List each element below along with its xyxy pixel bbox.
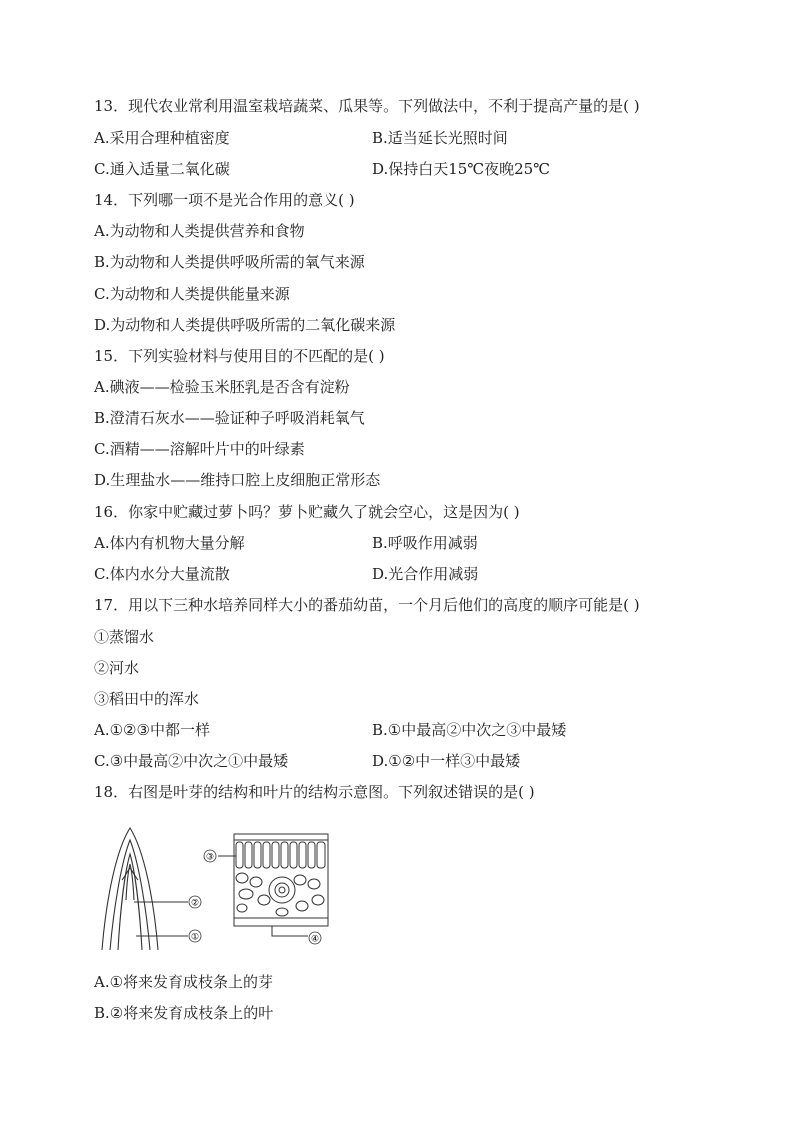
q14-option-d: D.为动物和人类提供呼吸所需的二氧化碳来源 <box>94 316 396 334</box>
leaf-bud-drawing <box>102 828 188 950</box>
q16-option-c: C.体内水分大量流散 <box>94 565 230 583</box>
figure-labels <box>189 850 321 945</box>
q14-option-b: B.为动物和人类提供呼吸所需的氧气来源 <box>94 253 365 271</box>
q17-option-c: C.③中最高②中次之①中最矮 <box>94 752 289 770</box>
q14-option-c: C.为动物和人类提供能量来源 <box>94 285 290 303</box>
q15-option-a: A.碘液——检验玉米胚乳是否含有淀粉 <box>94 378 350 396</box>
q13-option-b: B.适当延长光照时间 <box>372 129 508 147</box>
q13-option-d: D.保持白天15℃夜晚25℃ <box>372 160 550 178</box>
palisade-cells <box>236 842 325 868</box>
q14-option-a: A.为动物和人类提供营养和食物 <box>94 222 305 240</box>
label-4: ④ <box>310 934 320 945</box>
label-2: ② <box>190 898 200 909</box>
q18-figure <box>96 820 336 960</box>
q17-stem: 17．用以下三种水培养同样大小的番茄幼苗，一个月后他们的高度的顺序可能是( ) <box>94 596 640 614</box>
q17-item-3: ③稻田中的浑水 <box>94 690 200 708</box>
q15-option-b: B.澄清石灰水——验证种子呼吸消耗氧气 <box>94 409 365 427</box>
q16-option-b: B.呼吸作用减弱 <box>372 534 478 552</box>
leaf-section-drawing <box>218 834 328 936</box>
q18-option-b: B.②将来发育成枝条上的叶 <box>94 1004 274 1022</box>
spongy-cells <box>236 873 324 916</box>
q13-option-c: C.通入适量二氧化碳 <box>94 160 230 178</box>
q17-item-2: ②河水 <box>94 659 140 677</box>
q17-option-a: A.①②③中都一样 <box>94 721 210 739</box>
q16-option-d: D.光合作用减弱 <box>372 565 479 583</box>
q17-option-d: D.①②中一样③中最矮 <box>372 752 521 770</box>
q15-stem: 15．下列实验材料与使用目的不匹配的是( ) <box>94 347 385 365</box>
vein <box>269 877 295 903</box>
q17-item-1: ①蒸馏水 <box>94 628 155 646</box>
q16-option-a: A.体内有机物大量分解 <box>94 534 245 552</box>
q16-stem: 16．你家中贮藏过萝卜吗？萝卜贮藏久了就会空心，这是因为( ) <box>94 503 520 521</box>
q18-option-a: A.①将来发育成枝条上的芽 <box>94 973 274 991</box>
q15-option-c: C.酒精——溶解叶片中的叶绿素 <box>94 440 305 458</box>
leaf-bud-and-leaf-structure-diagram <box>96 820 336 960</box>
q14-stem: 14．下列哪一项不是光合作用的意义( ) <box>94 191 355 209</box>
label-1: ① <box>190 932 200 943</box>
q18-stem: 18．右图是叶芽的结构和叶片的结构示意图。下列叙述错误的是( ) <box>94 783 535 801</box>
q15-option-d: D.生理盐水——维持口腔上皮细胞正常形态 <box>94 471 381 489</box>
q13-stem: 13．现代农业常利用温室栽培蔬菜、瓜果等。下列做法中，不利于提高产量的是( ) <box>94 97 640 115</box>
q17-option-b: B.①中最高②中次之③中最矮 <box>372 721 567 739</box>
label-3: ③ <box>205 852 215 863</box>
q13-option-a: A.采用合理种植密度 <box>94 129 230 147</box>
